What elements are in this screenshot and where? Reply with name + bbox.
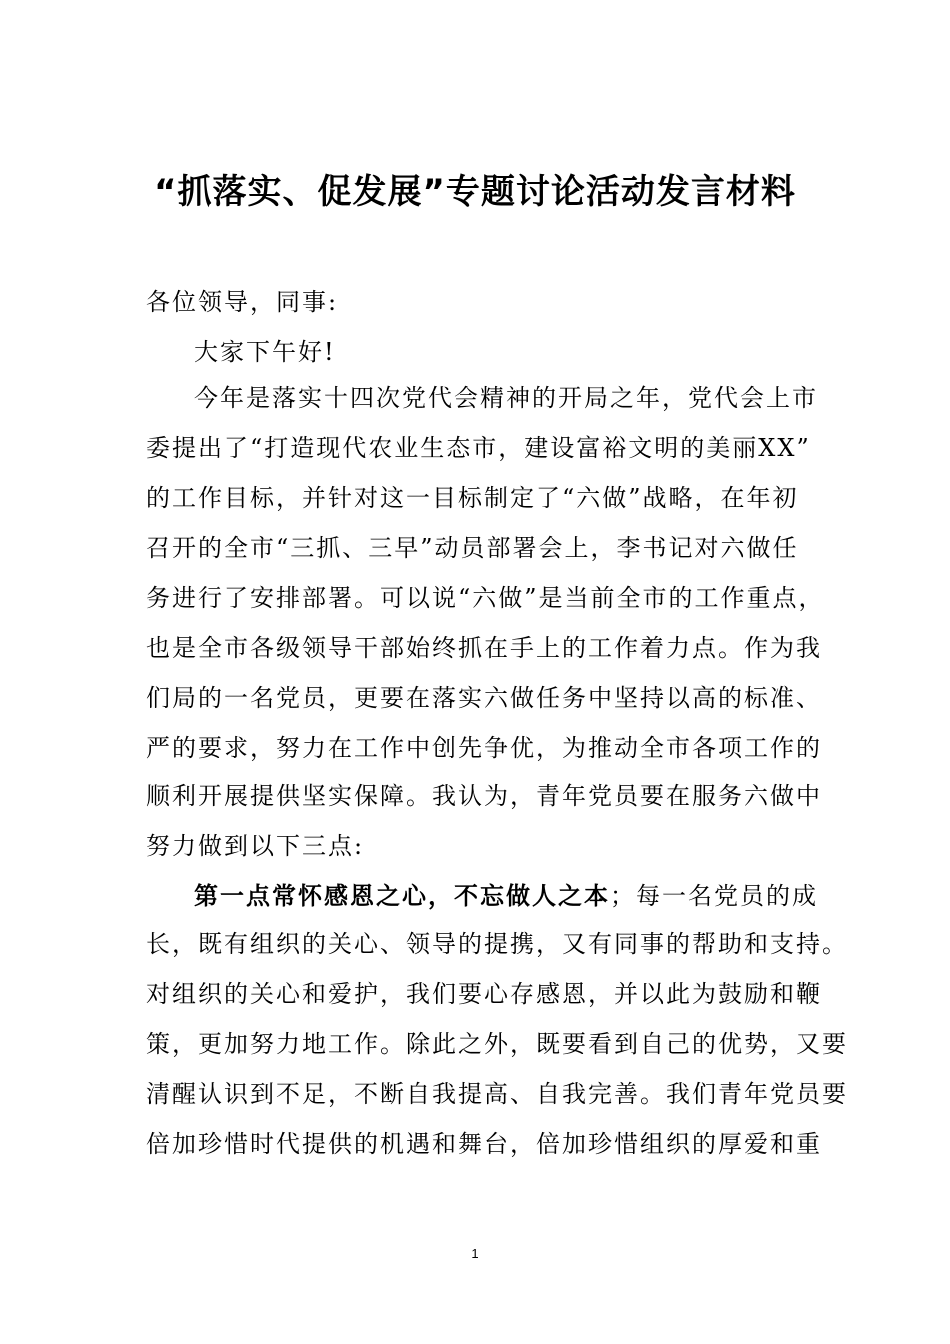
body-line-14: 清醒认识到不足，不断自我提高、自我完善。我们青年党员要 [146, 1080, 848, 1108]
body-line-3: 的工作目标，并针对这一目标制定了“六做”战略，在年初 [146, 484, 799, 512]
greeting: 大家下午好! [194, 338, 336, 366]
body-line-7: 们局的一名党员，更要在落实六做任务中坚持以高的标准、 [146, 684, 822, 712]
point-one-heading: 第一点常怀感恩之心，不忘做人之本 [194, 882, 610, 910]
body-line-1: 今年是落实十四次党代会精神的开局之年，党代会上市 [194, 384, 818, 412]
body-line-15: 倍加珍惜时代提供的机遇和舞台，倍加珍惜组织的厚爱和重 [146, 1130, 822, 1158]
body-line-2: 委提出了“打造现代农业生态市，建设富裕文明的美丽XX” [146, 434, 811, 462]
body-line-11: 长，既有组织的关心、领导的提携，又有同事的帮助和支持。 [146, 930, 848, 958]
point-one-separator: ； [610, 882, 636, 910]
body-line-10: 努力做到以下三点: [146, 832, 365, 860]
body-line-13: 策，更加努力地工作。除此之外，既要看到自己的优势，又要 [146, 1030, 848, 1058]
body-line-6: 也是全市各级领导干部始终抓在手上的工作着力点。作为我 [146, 634, 822, 662]
point-one-line [194, 880, 858, 912]
document-title: “抓落实、促发展”专题讨论活动发言材料 [154, 172, 796, 212]
body-line-8: 严的要求，努力在工作中创先争优，为推动全市各项工作的 [146, 734, 822, 762]
body-line-5: 务进行了安排部署。可以说“六做”是当前全市的工作重点， [146, 584, 825, 612]
page-number: 1 [471, 1246, 479, 1261]
body-line-9: 顺利开展提供坚实保障。我认为，青年党员要在服务六做中 [146, 782, 822, 810]
salutation: 各位领导，同事: [146, 288, 339, 316]
body-line-12: 对组织的关心和爱护，我们要心存感恩，并以此为鼓励和鞭 [146, 980, 822, 1008]
point-one-text: 每一名党员的成 [636, 882, 818, 910]
body-line-4: 召开的全市“三抓、三早”动员部署会上，李书记对六做任 [146, 534, 799, 562]
